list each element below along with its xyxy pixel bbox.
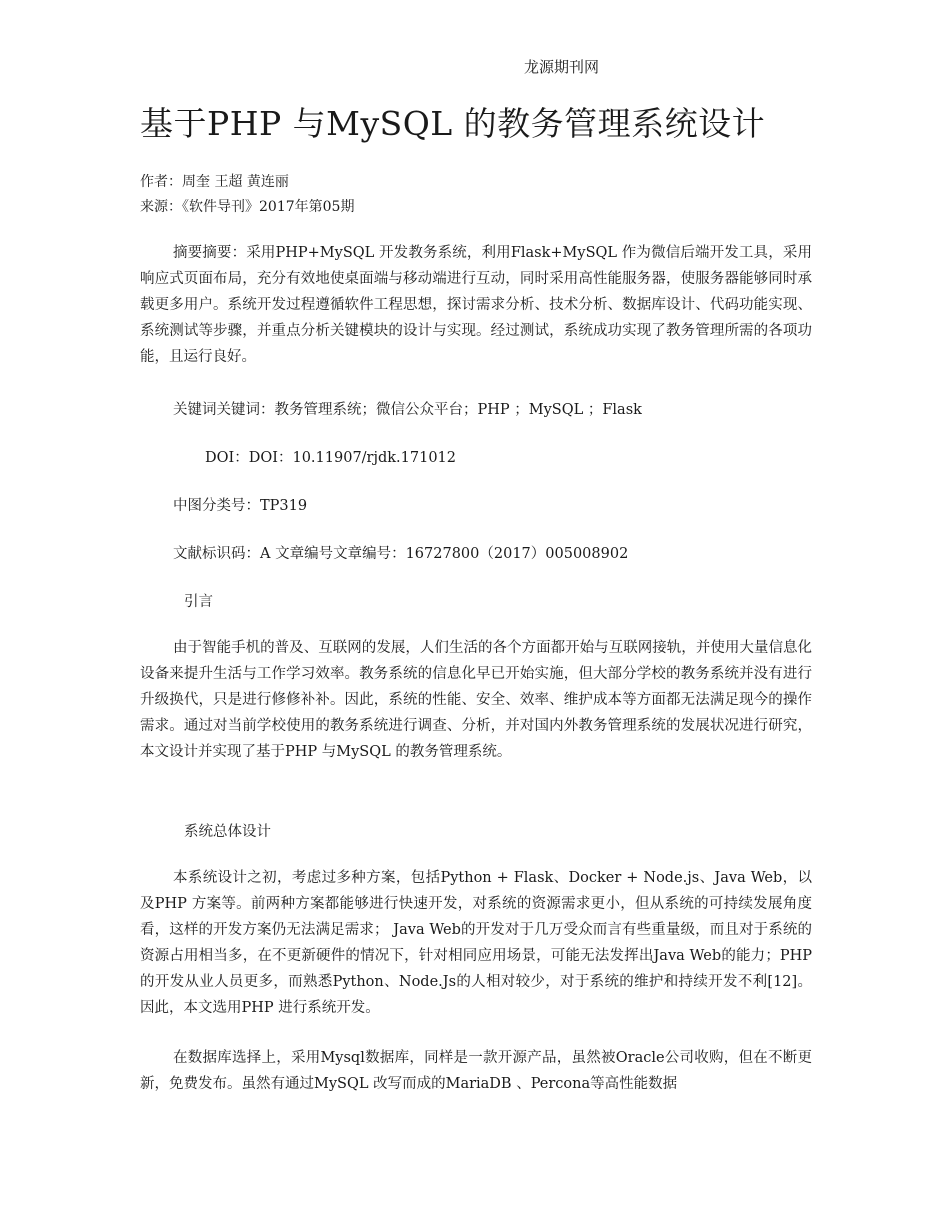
section-body-design: 本系统设计之初，考虑过多种方案，包括Python + Flask、Docker + Node.js、Java Web，以及PHP 方案等。前两种方案都能够进行快速开发，对系统的资源需求更小，但从系统的可持续发展角度看，这样的开发方案仍无法满足需求； Java Web的开发对于几万受众而言有些重量级，而且对于系统的资源占用相当多，在不更新硬件的情况下，针对相同应用场景，可能无法发挥出Java Web的能力；PHP 的开发从业人员更多，而熟悉Python、Node.Js的人相对较少，对于系统的维护和持续开发不利[12]。因此，本文选用PHP 进行系统开发。: [140, 870, 812, 1016]
authors: 作者：周奎 王超 黄连丽: [140, 174, 289, 190]
site-name: 龙源期刊网: [524, 58, 600, 76]
source: 来源：《软件导刊》2017年第05期: [140, 199, 355, 215]
doi: DOI：DOI：10.11907/rjdk.171012: [205, 450, 457, 466]
section-body-database: 在数据库选择上，采用Mysql数据库，同样是一款开源产品，虽然被Oracle公司收购，但在不断更新，免费发布。虽然有通过MySQL 改写而成的MariaDB 、Percona等高性能数据: [140, 1050, 812, 1092]
section-heading-introduction: 引言: [184, 594, 213, 610]
keywords: 关键词关键词：教务管理系统；微信公众平台；PHP ；MySQL ；Flask: [173, 402, 642, 418]
clc-number: 中图分类号：TP319: [173, 498, 308, 514]
document-code: 文献标识码：A 文章编号文章编号：16727800（2017）005008902: [173, 546, 629, 562]
section-heading-design: 系统总体设计: [184, 824, 271, 840]
section-body-introduction: 由于智能手机的普及、互联网的发展，人们生活的各个方面都开始与互联网接轨，并使用大量信息化设备来提升生活与工作学习效率。教务系统的信息化早已开始实施，但大部分学校的教务系统并没有进行升级换代，只是进行修修补补。因此，系统的性能、安全、效率、维护成本等方面都无法满足现今的操作需求。通过对当前学校使用的教务系统进行调查、分析，并对国内外教务管理系统的发展状况进行研究，本文设计并实现了基于PHP 与MySQL 的教务管理系统。: [140, 640, 812, 760]
article-title: 基于PHP 与MySQL 的教务管理系统设计: [140, 104, 766, 143]
abstract: 摘要摘要：采用PHP+MySQL 开发教务系统，利用Flask+MySQL 作为微信后端开发工具，采用响应式页面布局，充分有效地使桌面端与移动端进行互动，同时采用高性能服务器，使服务器能够同时承载更多用户。系统开发过程遵循软件工程思想，探讨需求分析、技术分析、数据库设计、代码功能实现、系统测试等步骤，并重点分析关键模块的设计与实现。经过测试，系统成功实现了教务管理所需的各项功能，且运行良好。: [140, 245, 812, 365]
